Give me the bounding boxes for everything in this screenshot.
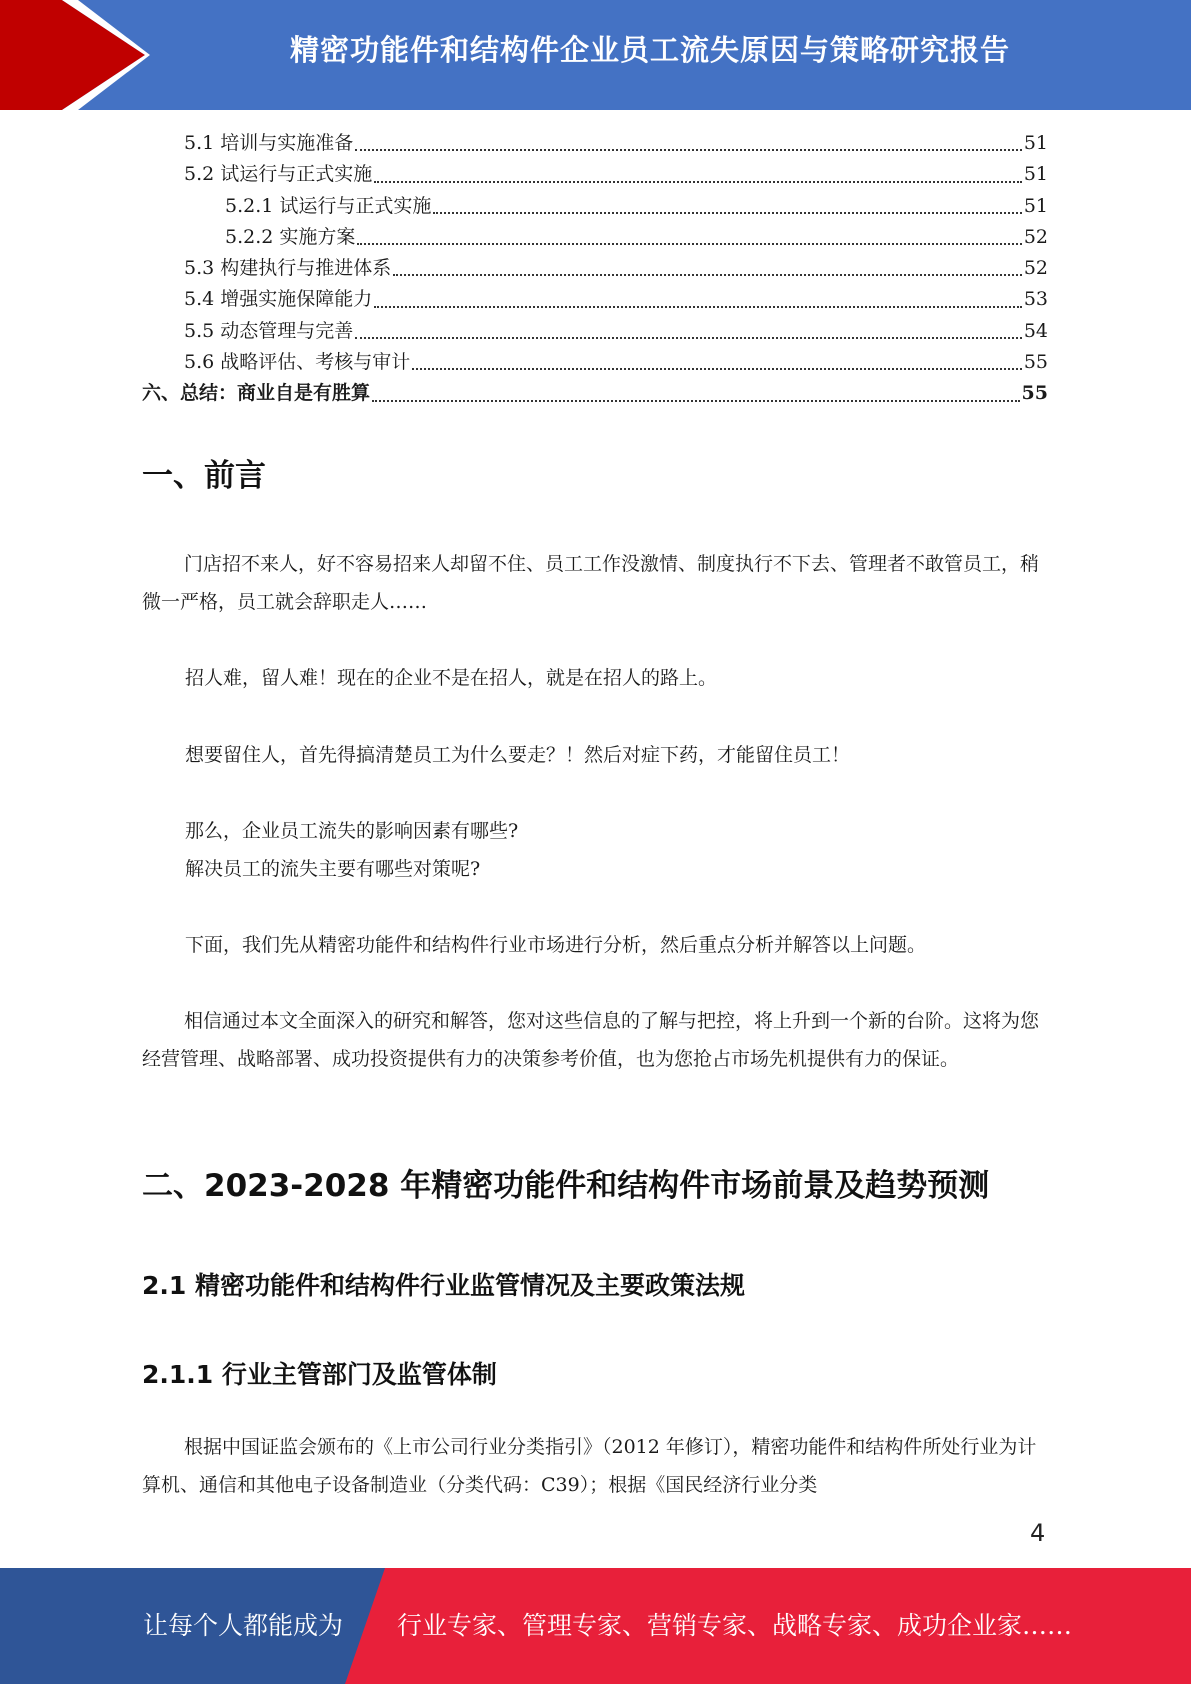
report-title: 精密功能件和结构件企业员工流失原因与策略研究报告 <box>289 33 1010 67</box>
toc-entry[interactable] <box>142 159 1048 190</box>
paragraph: 想要留住人，首先得搞清楚员工为什么要走？！然后对症下药，才能留住员工！ <box>185 744 851 766</box>
toc-dot-leader <box>372 400 1020 402</box>
footer-banner <box>0 1568 1191 1684</box>
toc-entry-label: 5.2.2 实施方案 <box>225 225 356 248</box>
toc-entry-page: 52 <box>1023 225 1048 248</box>
toc-entry-label: 5.5 动态管理与完善 <box>184 319 354 342</box>
paragraph: 下面，我们先从精密功能件和结构件行业市场进行分析，然后重点分析并解答以上问题。 <box>185 934 927 956</box>
toc-dot-leader <box>355 337 1022 339</box>
toc-entry[interactable] <box>142 378 1048 409</box>
toc-entry[interactable] <box>142 222 1048 253</box>
paragraph: 相信通过本文全面深入的研究和解答，您对这些信息的了解与把控，将上升到一个新的台阶。这将为您经营管理、战略部署、成功投资提供有力的决策参考价值，也为您抢占市场先机提供有力的保证。 <box>142 1010 1040 1070</box>
header-banner <box>0 0 1191 110</box>
subsection-heading: 2.1 精密功能件和结构件行业监管情况及主要政策法规 <box>142 1271 745 1300</box>
toc-entry-page: 54 <box>1023 319 1048 342</box>
toc-entry-page: 51 <box>1023 132 1048 154</box>
section-heading-preface: 一、前言 <box>142 458 266 494</box>
toc-dot-leader <box>412 368 1022 370</box>
toc-entry-page: 55 <box>1021 382 1048 405</box>
paragraph: 那么，企业员工流失的影响因素有哪些? <box>185 820 519 842</box>
toc-entry[interactable] <box>142 191 1048 222</box>
toc-entry-page: 51 <box>1023 163 1048 186</box>
toc-dot-leader <box>374 181 1022 183</box>
paragraph: 根据中国证监会颁布的《上市公司行业分类指引》（2012 年修订），精密功能件和结构件所处行业为计算机、通信和其他电子设备制造业（分类代码：C39）；根据《国民经济行业分类 <box>142 1436 1037 1496</box>
header-arrow-decoration <box>0 0 160 110</box>
subsection-heading: 2.1.1 行业主管部门及监管体制 <box>142 1360 497 1389</box>
toc-entry-label: 5.2 试运行与正式实施 <box>184 163 373 186</box>
section-heading-market: 二、2023-2028 年精密功能件和结构件市场前景及趋势预测 <box>142 1168 990 1204</box>
footer-slogan-right: 行业专家、管理专家、营销专家、战略专家、成功企业家…… <box>397 1611 1073 1640</box>
footer-slogan-left: 让每个人都能成为 <box>143 1611 344 1640</box>
toc-entry-page: 52 <box>1023 257 1048 280</box>
page-number: 4 <box>1030 1519 1046 1547</box>
toc-entry[interactable] <box>142 128 1048 159</box>
toc-dot-leader <box>433 212 1021 214</box>
toc-entry-label: 六、总结：商业自是有胜算 <box>142 382 371 405</box>
toc-dot-leader <box>355 149 1022 151</box>
toc-entry-page: 51 <box>1023 194 1048 217</box>
toc-entry-label: 5.6 战略评估、考核与审计 <box>184 351 411 374</box>
paragraph: 招人难，留人难！现在的企业不是在招人，就是在招人的路上。 <box>185 667 718 689</box>
toc-entry[interactable] <box>142 316 1048 347</box>
paragraph: 解决员工的流失主要有哪些对策呢? <box>185 858 481 880</box>
toc-entry[interactable] <box>142 284 1048 315</box>
table-of-contents <box>142 128 1048 410</box>
toc-dot-leader <box>357 243 1021 245</box>
toc-entry-label: 5.1 培训与实施准备 <box>184 132 354 154</box>
toc-entry[interactable] <box>142 253 1048 284</box>
paragraph: 门店招不来人，好不容易招来人却留不住、员工工作没激情、制度执行不下去、管理者不敢管员工，稍微一严格，员工就会辞职走人…… <box>142 553 1040 613</box>
toc-entry-label: 5.3 构建执行与推进体系 <box>184 257 392 280</box>
toc-entry-page: 55 <box>1023 351 1048 374</box>
toc-entry-label: 5.4 增强实施保障能力 <box>184 288 373 311</box>
toc-entry-label: 5.2.1 试运行与正式实施 <box>225 194 432 217</box>
toc-dot-leader <box>374 306 1022 308</box>
toc-entry-page: 53 <box>1023 288 1048 311</box>
toc-entry[interactable] <box>142 347 1048 378</box>
toc-dot-leader <box>393 274 1022 276</box>
